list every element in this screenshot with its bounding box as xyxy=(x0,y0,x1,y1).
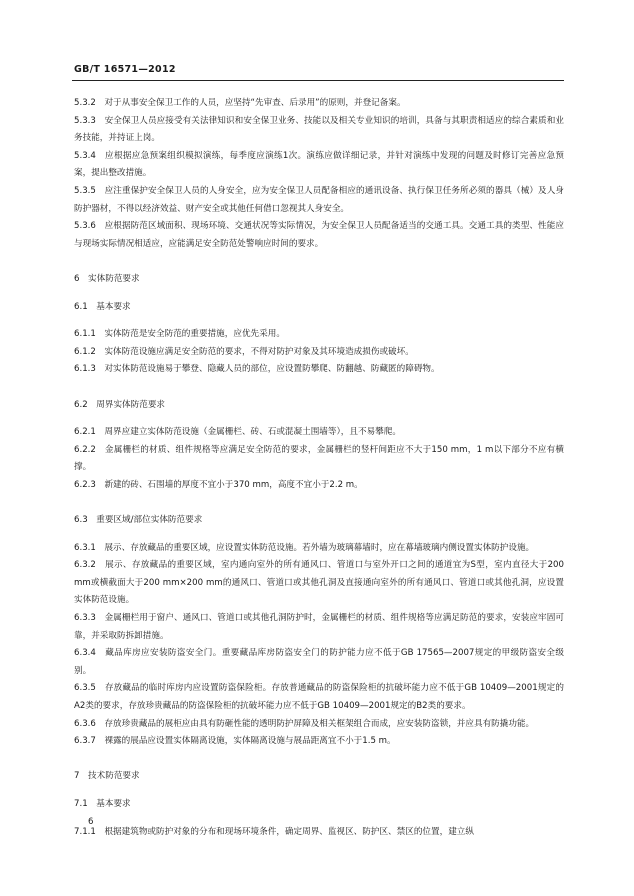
subsection-heading-6-3: 6.3 重要区域/部位实体防范要求 xyxy=(74,515,203,526)
document-body xyxy=(74,95,564,841)
clause-6-3-2: 6.3.2 展示、存放藏品的重要区域，室内通向室外的所有通风口、管道口与室外开口之间的通道宜为S型，室内直径大于200 mm或横截面大于200 mm×200 mm的通风口、管道口或其他孔洞及直接通向室外的所有通风口、管道口或其他孔洞，应设置实体防范设施。 xyxy=(74,560,564,606)
clause-5-3-6: 5.3.6 应根据防范区域面积、现场环境、交通状况等实际情况，为安全保卫人员配备适当的交通工具。交通工具的类型、性能应与现场实际情况相适应，应能满足安全防范处警响应时间的要求。 xyxy=(74,221,564,249)
clause-5-3-5: 5.3.5 应注重保护安全保卫人员的人身安全，应为安全保卫人员配备相应的通讯设备、执行保卫任务所必须的器具（械）及人身防护器材，不得以经济效益、财产安全或其他任何借口忽视其人身安全。 xyxy=(74,185,564,214)
standard-code-header: GB/T 16571—2012 xyxy=(74,64,176,75)
clause-6-3-4: 6.3.4 藏品库房应安装防盗安全门。重要藏品库房防盗安全门的防护能力应不低于GB 17565—2007规定的甲级防盗安全级别。 xyxy=(74,648,564,676)
clause-5-3-3: 5.3.3 安全保卫人员应接受有关法律知识和安全保卫业务、技能以及相关专业知识的培训，具备与其职责相适应的综合素质和业务技能，并持证上岗。 xyxy=(74,115,564,144)
clause-6-3-6: 6.3.6 存放珍贵藏品的展柜应由具有防砸性能的透明防护屏障及相关框架组合而成，应安装防盗锁，并应具有防撬功能。 xyxy=(74,718,535,729)
clause-6-2-3: 6.2.3 新建的砖、石围墙的厚度不宜小于370 mm，高度不宜小于2.2 m。 xyxy=(74,479,363,490)
clause-5-3-4: 5.3.4 应根据应急预案组织模拟演练，每季度应演练1次。演练应做详细记录，并针对演练中发现的问题及时修订完善应急预案，提出整改措施。 xyxy=(74,150,564,179)
clause-6-2-2: 6.2.2 金属栅栏的材质、组件规格等应满足安全防范的要求，金属栅栏的竖杆间距应不大于150 mm，1 m以下部分不应有横撑。 xyxy=(74,444,564,473)
section-heading-7: 7 技术防范要求 xyxy=(74,771,140,782)
subsection-heading-6-2: 6.2 周界实体防范要求 xyxy=(74,399,166,410)
clause-6-3-7: 6.3.7 裸露的展品应设置实体隔离设施，实体隔离设施与展品距离宜不小于1.5 m。 xyxy=(74,736,396,747)
header-divider xyxy=(72,80,564,81)
clause-6-3-3: 6.3.3 金属栅栏用于窗户、通风口、管道口或其他孔洞防护时，金属栅栏的材质、组件规格等应满足防范的要求，安装应牢固可靠，并采取防拆卸措施。 xyxy=(74,613,564,641)
clause-6-1-1: 6.1.1 实体防范是安全防范的重要措施，应优先采用。 xyxy=(74,329,285,340)
clause-7-1-1: 7.1.1 根据建筑物或防护对象的分布和现场环境条件，确定周界、监视区、防护区、禁区的位置，建立纵 xyxy=(74,826,474,837)
clause-6-3-5: 6.3.5 存放藏品的临时库房内应设置防盗保险柜。存放普通藏品的防盗保险柜的抗破坏能力应不低于GB 10409—2001规定的A2类的要求，存放珍贵藏品的防盗保险柜的抗破坏能力应不低于GB 10409—2001规定的B2类的要求。 xyxy=(74,683,564,711)
clause-6-3-1: 6.3.1 展示、存放藏品的重要区域，应设置实体防范设施。若外墙为玻璃幕墙时，应在幕墙玻璃内侧设置实体防护设施。 xyxy=(74,542,535,553)
subsection-heading-7-1: 7.1 基本要求 xyxy=(74,798,131,809)
clause-6-2-1: 6.2.1 周界应建立实体防范设施（金属栅栏、砖、石或混凝土围墙等），且不易攀爬。 xyxy=(74,427,401,438)
clause-6-1-2: 6.1.2 实体防范设施应满足安全防范的要求，不得对防护对象及其环境造成损伤或破坏。 xyxy=(74,346,414,357)
section-heading-6: 6 实体防范要求 xyxy=(74,273,140,284)
clause-5-3-2: 5.3.2 对于从事安全保卫工作的人员，应坚持“先审查、后录用”的原则，并登记备案。 xyxy=(74,98,406,108)
clause-6-1-3: 6.1.3 对实体防范设施易于攀登、隐藏人员的部位，应设置防攀爬、防翻越、防藏匿的障碍物。 xyxy=(74,364,440,375)
page-number: 6 xyxy=(88,817,94,827)
subsection-heading-6-1: 6.1 基本要求 xyxy=(74,301,131,312)
